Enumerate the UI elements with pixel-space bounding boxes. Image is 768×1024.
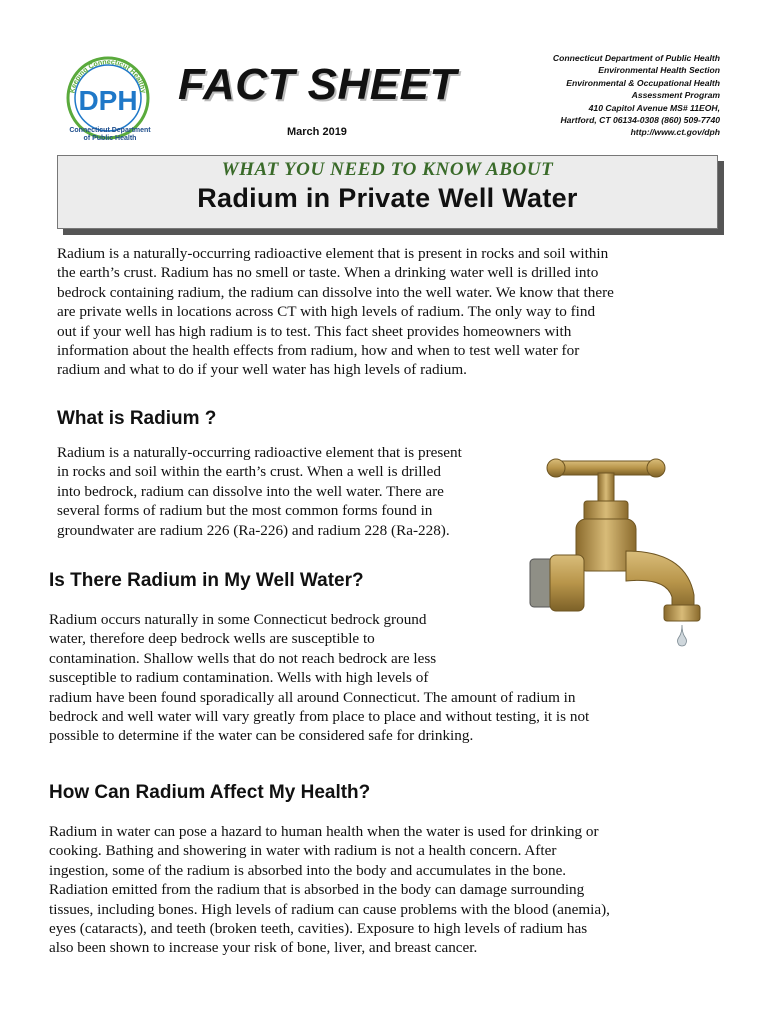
intro-line: information about the health effects from radium, how and when to test well water for bbox=[57, 342, 580, 360]
section-heading-radium-in-well: Is There Radium in My Well Water? bbox=[49, 570, 364, 591]
section-line: Radium occurs naturally in some Connecticut bedrock ground bbox=[49, 611, 427, 628]
section-heading-health-effects: How Can Radium Affect My Health? bbox=[49, 782, 371, 803]
department-line: Assessment Program bbox=[631, 90, 720, 101]
section-line: ingestion, some of the radium is absorbed into the body and accumulates in the bone. bbox=[49, 861, 567, 879]
banner-subtitle: WHAT YOU NEED TO KNOW ABOUT bbox=[221, 159, 554, 180]
intro-line: out if your well has high radium is to test. This fact sheet provides homeowners with bbox=[57, 322, 572, 340]
banner-title: Radium in Private Well Water bbox=[197, 183, 578, 213]
intro-paragraph bbox=[57, 244, 727, 380]
section-line: several forms of radium but the most common forms found in bbox=[57, 502, 433, 520]
section-body-what-is-radium bbox=[57, 443, 527, 540]
section-line: possible to determine if the water can be considered safe for drinking. bbox=[49, 727, 474, 745]
logo-ring-text: Keeping Connecticut Healthy bbox=[69, 58, 147, 94]
section-line: tissues, including bones. High levels of radium can cause problems with the blood (anemia), bbox=[49, 900, 610, 918]
section-heading-what-is-radium: What is Radium ? bbox=[57, 408, 217, 429]
department-contact-block bbox=[553, 52, 720, 139]
section-line: bedrock and well water will vary greatly from place to place and without testing, it is not bbox=[49, 708, 590, 726]
section-body-health-effects bbox=[49, 822, 739, 958]
logo-caption-line-2: of Public Health bbox=[83, 135, 137, 142]
intro-line: Radium is a naturally-occurring radioactive element that is present in rocks and soil within bbox=[57, 245, 609, 262]
logo-letters: DPH bbox=[78, 85, 138, 116]
section-line: radium have been found sporadically all around Connecticut. The amount of radium in bbox=[49, 688, 576, 706]
section-line: cooking. Bathing and showering in water with radium is not a health concern. After bbox=[49, 842, 557, 860]
department-line: Environmental & Occupational Health bbox=[566, 77, 720, 88]
section-line: in rocks and soil within the earth’s crust. When a well is drilled bbox=[57, 463, 441, 481]
section-line: also been shown to increase your risk of bone, liver, and breast cancer. bbox=[49, 939, 478, 957]
section-line: into bedrock, radium can dissolve into the well water. There are bbox=[57, 482, 444, 500]
section-line: contamination. Shallow wells that do not reach bedrock are less bbox=[49, 649, 437, 667]
section-line: water, therefore deep bedrock wells are susceptible to bbox=[49, 630, 375, 648]
fact-sheet-title: FACT SHEET bbox=[178, 60, 457, 109]
section-line: eyes (cataracts), and teeth (broken teeth, cavities). Exposure to high levels of radium has bbox=[49, 920, 588, 938]
intro-line: radium and what to do if your well water has high levels of radium. bbox=[57, 361, 467, 379]
section-line: groundwater are radium 226 (Ra-226) and radium 228 (Ra-228). bbox=[57, 521, 450, 539]
logo-caption-line-1: Connecticut Department bbox=[69, 127, 151, 134]
section-line: Radiation emitted from the radium that is absorbed in the body can damage surrounding bbox=[49, 881, 585, 899]
department-line: Environmental Health Section bbox=[598, 65, 720, 76]
logo-caption bbox=[55, 127, 165, 143]
department-city-phone: Hartford, CT 06134-0308 (860) 509-7740 bbox=[560, 115, 720, 126]
intro-line: are private wells in locations across CT with high levels of radium. The only way to find bbox=[57, 303, 596, 321]
title-banner bbox=[57, 155, 718, 229]
section-body-radium-in-well bbox=[49, 610, 729, 746]
section-line: Radium in water can pose a hazard to human health when the water is used for drinking or bbox=[49, 823, 599, 840]
department-line: Connecticut Department of Public Health bbox=[552, 53, 720, 63]
intro-line: bedrock containing radium, the radium can dissolve into the well water. We know that there bbox=[57, 283, 614, 301]
department-address: 410 Capitol Avenue MS# 11EOH, bbox=[588, 102, 720, 113]
section-line: Radium is a naturally-occurring radioactive element that is present bbox=[57, 444, 462, 461]
publication-date: March 2019 bbox=[287, 126, 347, 138]
department-website-link[interactable]: http://www.ct.gov/dph bbox=[630, 127, 720, 138]
section-line: susceptible to radium contamination. Wells with high levels of bbox=[49, 669, 429, 687]
intro-line: the earth’s crust. Radium has no smell or taste. When a drinking water well is drilled into bbox=[57, 264, 599, 282]
